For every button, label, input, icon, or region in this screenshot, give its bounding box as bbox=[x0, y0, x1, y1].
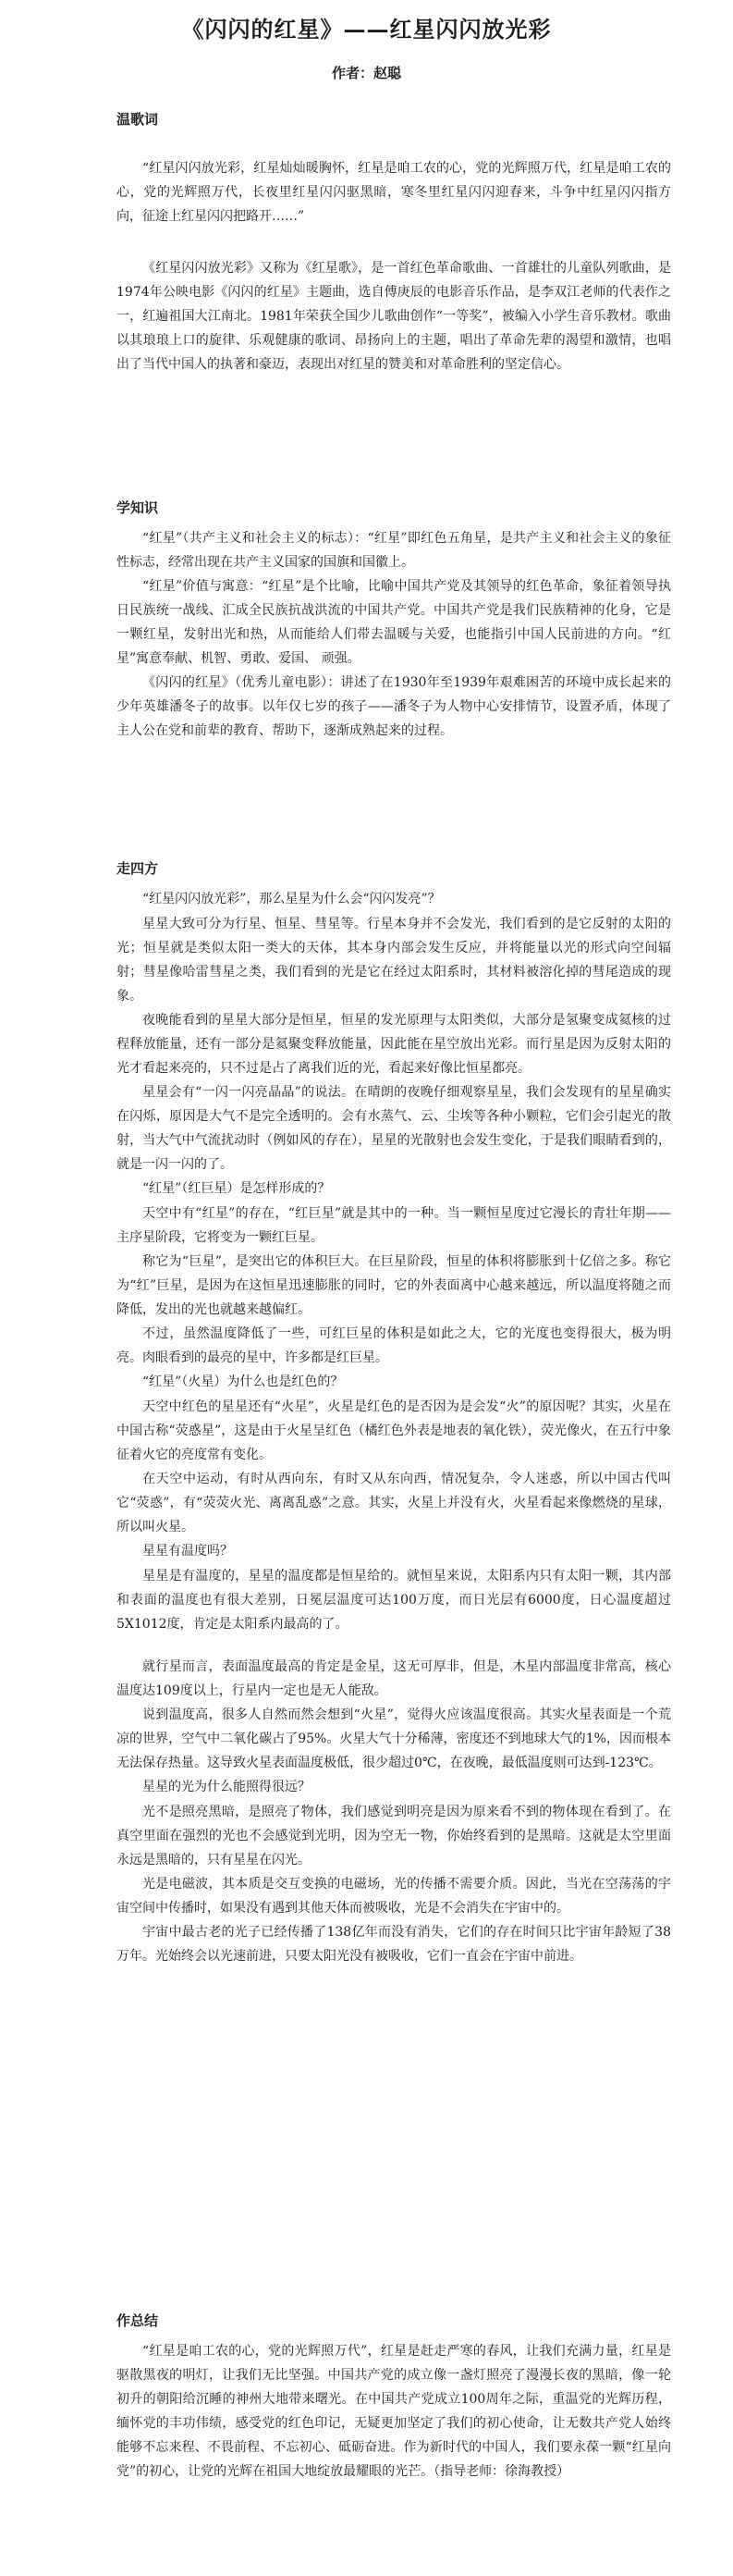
section-wen bbox=[116, 109, 671, 376]
section-heading-zou: 走四方 bbox=[116, 860, 159, 877]
paragraph: “红星”价值与寓意：“红星”是个比喻，比喻中国共产党及其领导的红色革命，象征着领导执日民族统一战线、汇成全民族抗战洪流的中国共产党。中国共产党是我们民族精神的化身，它是一颗红星，发射出光和热，从而能给人们带去温暖与关爱，也能指引中国人民前进的方向。“红星”寓意奉献、机智、勇敢、爱国、 顽强。 bbox=[116, 579, 671, 666]
paragraph: 在天空中运动，有时从西向东，有时又从东向西，情况复杂，令人迷惑，所以中国古代叫它“荧惑”，有“荧荧火光、离离乱惑”之意。其实，火星上并没有火，火星看起来像燃烧的星球，所以叫火星。 bbox=[116, 1472, 671, 1535]
paragraph: 星星是有温度的，星星的温度都是恒星给的。就恒星来说，太阳系内只有太阳一颗，其内部和表面的温度也有很大差别，日冕层温度可达100万度，而日光层有6000度，日心温度超过5X1012度，肯定是太阳系内最高的了。 bbox=[116, 1569, 671, 1632]
paragraph: 星星大致可分为行星、恒星、彗星等。行星本身并不会发光，我们看到的是它反射的太阳的光；恒星就是类似太阳一类大的天体，其本身内部会发生反应，并将能量以光的形式向空间辐射；彗星像哈雷彗星之类，我们看到的光是它在经过太阳系时，其材料被溶化掉的彗尾造成的现象。 bbox=[116, 917, 671, 1004]
paragraph: “红星闪闪放光彩，红星灿灿暖胸怀，红星是咱工农的心，党的光辉照万代，红星是咱工农的心，党的光辉照万代，长夜里红星闪闪驱黑暗，寒冬里红星闪闪迎春来，斗争中红星闪闪指方向，征途上红星闪闪把路开……” bbox=[116, 161, 671, 224]
paragraph: 就行星而言，表面温度最高的肯定是金星，这无可厚非，但是，木星内部温度非常高，核心温度达109度以上，行星内一定也是无人能敌。 bbox=[116, 1659, 671, 1698]
paragraph: 称它为“巨星”，是突出它的体积巨大。在巨星阶段，恒星的体积将膨胀到十亿倍之多。称它为“红”巨星，是因为在这恒星迅速膨胀的同时，它的外表面离中心越来越远，所以温度将随之而降低，发出的光也就越来越偏红。 bbox=[116, 1254, 671, 1317]
paragraph: 《红星闪闪放光彩》又称为《红星歌》，是一首红色革命歌曲、一首雄壮的儿童队列歌曲，是1974年公映电影《闪闪的红星》主题曲，选自傅庚辰的电影音乐作品，是李双江老师的代表作之一，红遍祖国大江南北。1981年荣获全国少儿歌曲创作“一等奖”，被编入小学生音乐教材。歌曲以其琅琅上口的旋律、乐观健康的歌词、昂扬向上的主题，唱出了革命先辈的渴望和激情，也唱出了当代中国人的执著和豪迈，表现出对红星的赞美和对革命胜利的坚定信心。 bbox=[116, 261, 671, 372]
section-xue bbox=[116, 498, 671, 743]
paragraph: 《闪闪的红星》（优秀儿童电影）：讲述了在1930年至1939年艰难困苦的环境中成长起来的少年英雄潘冬子的故事。以年仅七岁的孩子——潘冬子为人物中心安排情节，设置矛盾，体现了主人公在党和前辈的教育、帮助下，逐渐成熟起来的过程。 bbox=[116, 675, 671, 738]
paragraph: 说到温度高，很多人自然而然会想到“火星”，觉得火应该温度很高。其实火星表面是一个荒凉的世界，空气中二氧化碳占了95%。火星大气十分稀薄，密度还不到地球大气的1%，因而根本无法保存热量。这导致火星表面温度极低，很少超过0℃，在夜晚，最低温度则可达到-123℃。 bbox=[116, 1707, 671, 1770]
paragraph: 不过，虽然温度降低了一些，可红巨星的体积是如此之大，它的光度也变得很大，极为明亮。肉眼看到的最亮的星中，许多都是红巨星。 bbox=[116, 1326, 671, 1365]
section-heading-wen: 温歌词 bbox=[116, 111, 159, 128]
question-line: 星星的光为什么能照得很远？ bbox=[142, 1780, 311, 1794]
question-line: “红星”（红巨星）是怎样形成的？ bbox=[142, 1181, 331, 1196]
paragraph: 天空中有“红星”的存在，“红巨星”就是其中的一种。当一颗恒星度过它漫长的青壮年期——主序星阶段，它将变为一颗红巨星。 bbox=[116, 1206, 671, 1245]
paragraph: 夜晚能看到的星星大部分是恒星，恒星的发光原理与太阳类似，大部分是氢聚变成氦核的过程释放能量，还有一部分是氦聚变释放能量，因此能在星空放出光彩。而行星是因为反射太阳的光才看起来亮的，只不过是占了离我们近的光，看起来好像比恒星都亮。 bbox=[116, 1013, 671, 1076]
paragraph: 星星会有“一闪一闪亮晶晶”的说法。在晴朗的夜晚仔细观察星星，我们会发现有的星星确实在闪烁，原因是大气不是完全透明的。会有水蒸气、云、尘埃等各种小颗粒，它们会引起光的散射，当大气中气流扰动时（例如风的存在），星星的光散射也会发生变化，于是我们眼睛看到的，就是一闪一闪的了。 bbox=[116, 1085, 671, 1172]
question-line: 星星有温度吗？ bbox=[142, 1544, 233, 1559]
article-author: 作者：赵聪 bbox=[331, 65, 401, 81]
section-heading-zong: 作总结 bbox=[116, 2312, 159, 2329]
paragraph: 宇宙中最古老的光子已经传播了138亿年而没有消失，它们的存在时间只比宇宙年龄短了38万年。光始终会以光速前进，只要太阳光没有被吸收，它们一直会在宇宙中前进。 bbox=[116, 1925, 671, 1964]
question-line: “红星”（火星）为什么也是红色的？ bbox=[142, 1374, 344, 1389]
paragraph: 光不是照亮黑暗，是照亮了物体，我们感觉到明亮是因为原来看不到的物体现在看到了。在真空里面在强烈的光也不会感觉到光明，因为空无一物，你始终看到的是黑暗。这就是太空里面永远是黑暗的，只有星星在闪光。 bbox=[116, 1805, 671, 1867]
paragraph: 天空中红色的星星还有“火星”，火星是红色的是否因为是会发“火”的原因呢？其实，火星在中国古称“荧惑星”，这是由于火星呈红色（橘红色外表是地表的氧化铁），荧光像火，在五行中象征着火它的亮度常有变化。 bbox=[116, 1399, 671, 1462]
article-title: 《闪闪的红星》——红星闪闪放光彩 bbox=[181, 16, 552, 43]
section-heading-xue: 学知识 bbox=[116, 499, 159, 516]
paragraph: “红星是咱工农的心，党的光辉照万代”，红星是赶走严寒的春风，让我们充满力量，红星是驱散黑夜的明灯，让我们无比坚强。中国共产党的成立像一盏灯照亮了漫漫长夜的黑暗，像一轮初升的朝阳给沉睡的神州大地带来曙光。在中国共产党成立100周年之际，重温党的光辉历程，缅怀党的丰功伟绩，感受党的红色印记，无疑更加坚定了我们的初心使命，让无数共产党人始终能够不忘来程、不畏前程、不忘初心、砥砺奋进。作为新时代的中国人，我们要永葆一颗“红星向党”的初心，让党的光辉在祖国大地绽放最耀眼的光芒。（指导老师：徐海教授） bbox=[116, 2344, 671, 2479]
section-zong bbox=[116, 2311, 671, 2484]
question-line: “红星闪闪放光彩”，那么星星为什么会“闪闪发亮”？ bbox=[142, 892, 441, 906]
paragraph: 光是电磁波，其本质是交互变换的电磁场，光的传播不需要介质。因此，当光在空荡荡的宇宙空间中传播时，如果没有遇到其他天体而被吸收，光是不会消失在宇宙中的。 bbox=[116, 1877, 671, 1916]
section-zou bbox=[116, 858, 671, 1968]
paragraph: “红星”（共产主义和社会主义的标志）：“红星”即红色五角星，是共产主义和社会主义的象征性标志，经常出现在共产主义国家的国旗和国徽上。 bbox=[116, 531, 671, 570]
